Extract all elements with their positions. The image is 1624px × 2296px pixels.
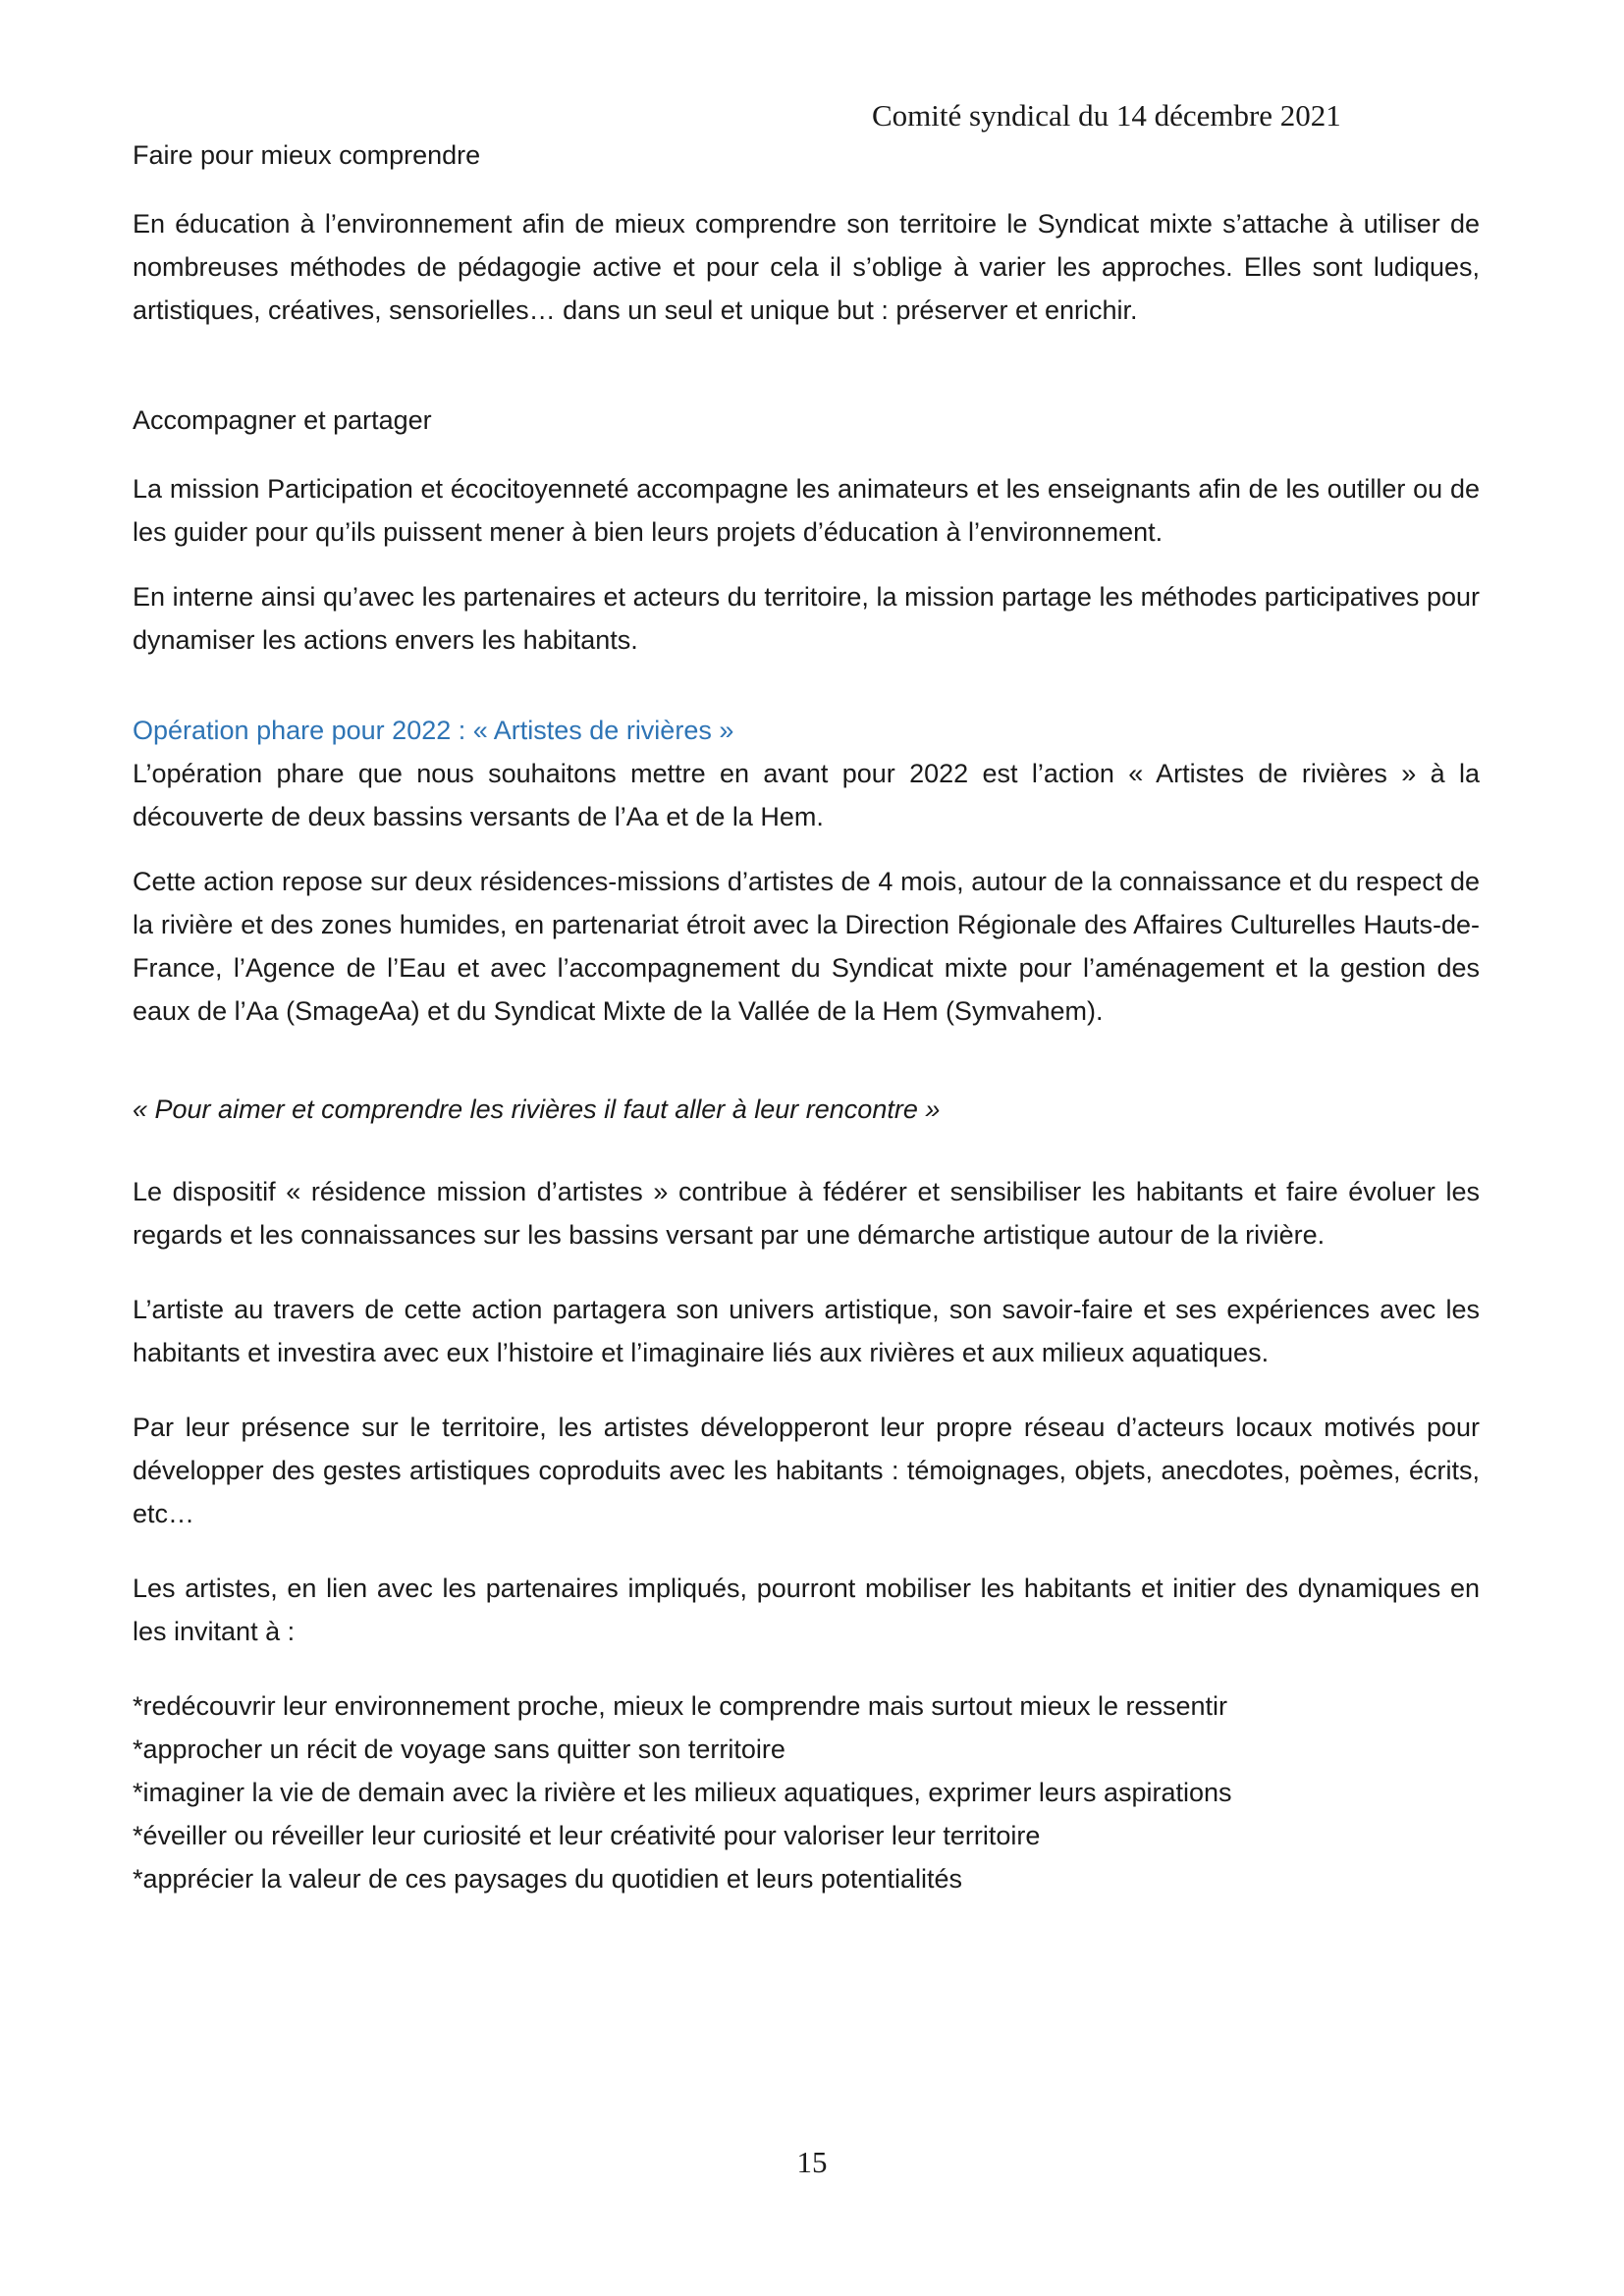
paragraph-operation-1: L’opération phare que nous souhaitons mettre en avant pour 2022 est l’action « Artistes de rivières » à la découverte de deux bassins versants de l’Aa et de la Hem. [133, 759, 1480, 831]
paragraph-accompagner-2: En interne ainsi qu’avec les partenaires et acteurs du territoire, la mission partage les méthodes participatives pour dynamiser les actions envers les habitants. [133, 582, 1480, 655]
paragraph-operation-2: Cette action repose sur deux résidences-missions d’artistes de 4 mois, autour de la connaissance et du respect de la rivière et des zones humides, en partenariat étroit avec la Direction Régionale des Affaires Culturelles Hauts-de-France, l’Agence de l’Eau et avec l’accompagnement du Syndicat mixte pour l’aménagement et la gestion des eaux de l’Aa (SmageAa) et du Syndicat Mixte de la Vallée de la Hem (Symvahem). [133, 867, 1480, 1026]
page-number: 15 [796, 2145, 828, 2179]
invitation-list [133, 1684, 1480, 1900]
list-item: *apprécier la valeur de ces paysages du quotidien et leurs potentialités [133, 1864, 963, 1894]
paragraph-accompagner-1: La mission Participation et écocitoyenneté accompagne les animateurs et les enseignants afin de les outiller ou de les guider pour qu’ils puissent mener à bien leurs projets d’éducation à l’environnement. [133, 474, 1480, 547]
paragraph-operation-6: Les artistes, en lien avec les partenaires impliqués, pourront mobiliser les habitants et initier des dynamiques en les invitant à : [133, 1574, 1480, 1646]
heading-accompagner: Accompagner et partager [133, 405, 432, 435]
paragraph-operation-5: Par leur présence sur le territoire, les artistes développeront leur propre réseau d’acteurs locaux motivés pour développer des gestes artistiques coproduits avec les habitants : témoignages, objets, anecdotes, poèmes, écrits, etc… [133, 1413, 1480, 1528]
paragraph-operation-3: Le dispositif « résidence mission d’artistes » contribue à fédérer et sensibiliser les habitants et faire évoluer les regards et les connaissances sur les bassins versant par une démarche artistique autour de la rivière. [133, 1177, 1480, 1250]
quote-operation: « Pour aimer et comprendre les rivières il faut aller à leur rencontre » [133, 1095, 941, 1124]
list-item: *redécouvrir leur environnement proche, mieux le comprendre mais surtout mieux le ressentir [133, 1691, 1227, 1721]
section-faire [133, 133, 1480, 332]
heading-operation: Opération phare pour 2022 : « Artistes de rivières » [133, 716, 734, 745]
heading-faire: Faire pour mieux comprendre [133, 140, 481, 170]
paragraph-operation-4: L’artiste au travers de cette action partagera son univers artistique, son savoir-faire et ses expériences avec les habitants et investira avec eux l’histoire et l’imaginaire liés aux rivières et aux milieux aquatiques. [133, 1295, 1480, 1367]
paragraph-faire: En éducation à l’environnement afin de mieux comprendre son territoire le Syndicat mixte s’attache à utiliser de nombreuses méthodes de pédagogie active et pour cela il s’oblige à varier les approches. Elles sont ludiques, artistiques, créatives, sensorielles… dans un seul et unique but : préserver et enrichir. [133, 209, 1480, 325]
section-operation [133, 709, 1480, 1900]
list-item: *éveiller ou réveiller leur curiosité et leur créativité pour valoriser leur territoire [133, 1821, 1041, 1850]
list-item: *approcher un récit de voyage sans quitter son territoire [133, 1735, 785, 1764]
list-item: *imaginer la vie de demain avec la rivière et les milieux aquatiques, exprimer leurs aspirations [133, 1778, 1232, 1807]
meeting-header: Comité syndical du 14 décembre 2021 [872, 98, 1341, 133]
section-accompagner [133, 399, 1480, 662]
